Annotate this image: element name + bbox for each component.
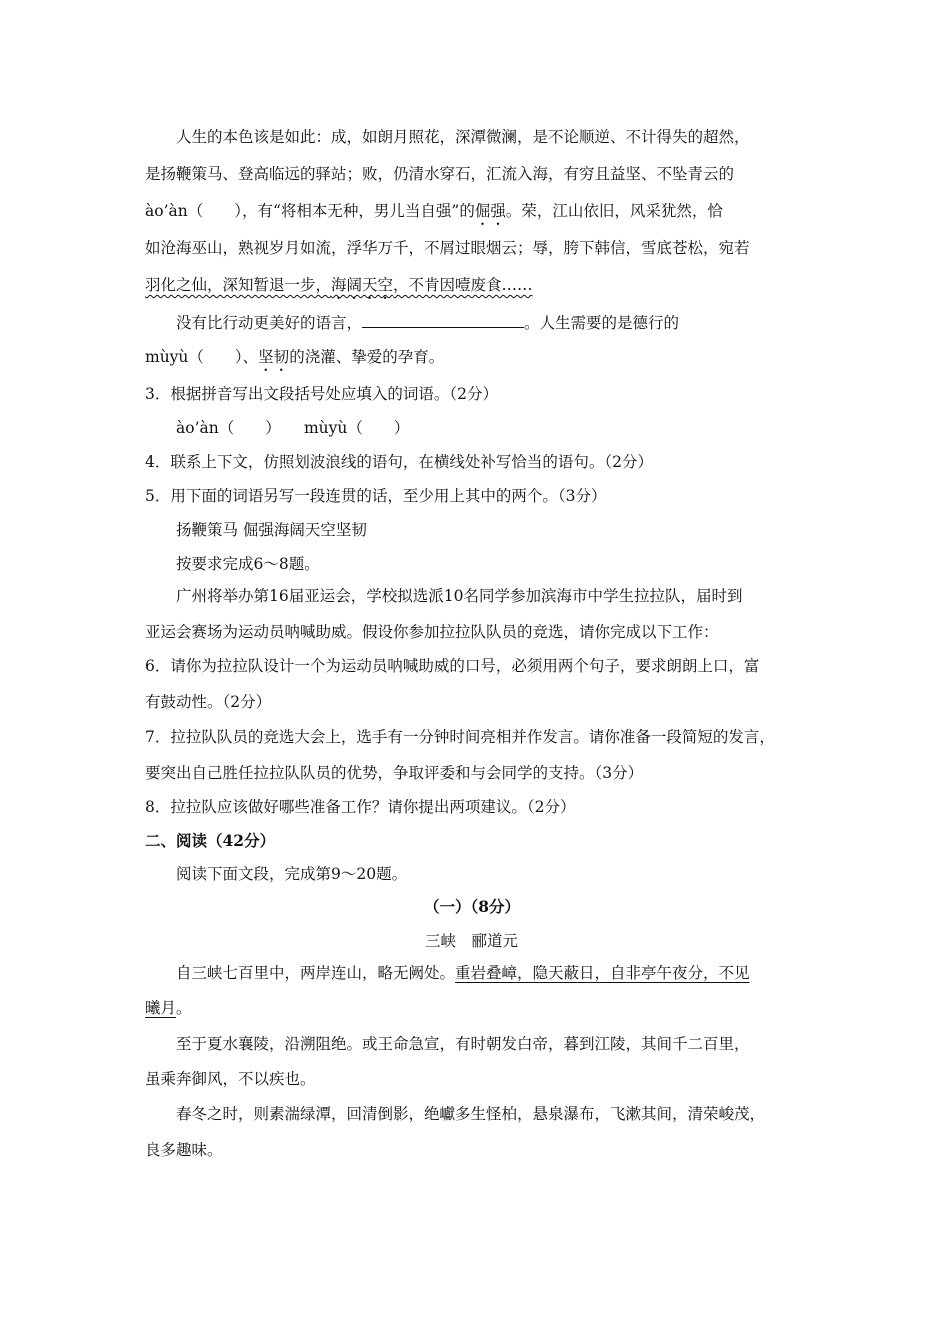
- part-1-title: （一）（8分）: [424, 897, 521, 916]
- emphasized-word-jianren: 坚韧: [258, 348, 290, 366]
- passage-line-4: 如沧海巫山，熟视岁月如流，浮华万千，不屑过眼烟云；辱，胯下韩信，雪底苍松，宛若: [145, 239, 750, 257]
- paragraph-3-line-1: 春冬之时，则素湍绿潭，回清倒影，绝巘多生怪柏，悬泉瀑布，飞漱其间，清荣峻茂，: [176, 1105, 766, 1123]
- context-line-2: 亚运会赛场为运动员呐喊助威。假设你参加拉拉队队员的竞选，请你完成以下工作：: [145, 623, 719, 641]
- paragraph-1-line-1: 自三峡七百里中，两岸连山，略无阙处。重岩叠嶂，隐天蔽日，自非亭午夜分，不见: [176, 964, 750, 982]
- question-8: 8．拉拉队应该做好哪些准备工作？请你提出两项建议。（2分）: [145, 798, 576, 816]
- question-5-words: 扬鞭策马 倔强海阔天空坚韧: [176, 521, 367, 539]
- emphasized-word-haikuotiankong: 海阔天空: [331, 276, 394, 294]
- fill-in-blank[interactable]: [362, 313, 524, 328]
- context-line-1: 广州将举办第16届亚运会，学校拟选派10名同学参加滨海市中学生拉拉队，届时到: [176, 587, 743, 605]
- question-6-line-2: 有鼓动性。（2分）: [145, 693, 272, 711]
- paragraph-2-line-2: 虽乘奔御风，不以疾也。: [145, 1070, 316, 1088]
- question-5: 5．用下面的词语另写一段连贯的话，至少用上其中的两个。（3分）: [145, 487, 607, 505]
- passage-line-6: 没有比行动更美好的语言， 。人生需要的是德行的: [176, 314, 680, 332]
- paragraph-3-line-2: 良多趣味。: [145, 1141, 223, 1159]
- paragraph-1-line-2: 曦月。: [145, 999, 192, 1017]
- wavy-underlined-sentence: 羽化之仙，深知暂退一步，: [145, 276, 332, 294]
- questions-6-8-intro: 按要求完成6～8题。: [176, 555, 320, 573]
- underlined-sentence-end: 曦月: [145, 999, 177, 1017]
- question-6-line-1: 6．请你为拉拉队设计一个为运动员呐喊助威的口号，必须用两个句子，要求朗朗上口，富: [145, 657, 760, 675]
- passage-line-7: mùyù（ ）、坚韧的浇灌、挚爱的孕育。: [145, 348, 445, 366]
- emphasized-word-juejiang: 倔强: [474, 202, 506, 220]
- passage-line-3: ào’àn（ ），有“将相本无种，男儿当自强”的倔强。荣，江山依旧，风采犹然，恰: [145, 202, 723, 220]
- passage-line-2: 是扬鞭策马、登高临远的驿站；败，仍清水穿石，汇流入海，有穷且益坚、不坠青云的: [145, 165, 735, 183]
- question-7-line-1: 7．拉拉队队员的竞选大会上，选手有一分钟时间亮相并作发言。请你准备一段简短的发言，: [145, 728, 775, 746]
- reading-intro: 阅读下面文段，完成第9～20题。: [176, 865, 408, 883]
- paragraph-2-line-1: 至于夏水襄陵，沿溯阻绝。或王命急宣，有时朝发白帝，暮到江陵，其间千二百里，: [176, 1035, 750, 1053]
- section-2-heading: 二、阅读（42分）: [145, 831, 276, 850]
- question-3-pinyin: ào’àn（ ） mùyù（ ）: [176, 419, 410, 437]
- question-7-line-2: 要突出自己胜任拉拉队队员的优势，争取评委和与会同学的支持。（3分）: [145, 764, 644, 782]
- passage-line-5: 羽化之仙，深知暂退一步，海阔天空，不肯因噎废食……: [145, 276, 533, 294]
- passage-line-1: 人生的本色该是如此：成，如朗月照花，深潭微澜，是不论顺逆、不计得失的超然，: [176, 128, 750, 146]
- text-title: 三峡 郦道元: [425, 932, 519, 950]
- question-4: 4．联系上下文，仿照划波浪线的语句，在横线处补写恰当的语句。（2分）: [145, 453, 653, 471]
- question-3: 3．根据拼音写出文段括号处应填入的词语。（2分）: [145, 385, 498, 403]
- underlined-sentence: 重岩叠嶂，隐天蔽日，自非亭午夜分，不见: [455, 964, 750, 982]
